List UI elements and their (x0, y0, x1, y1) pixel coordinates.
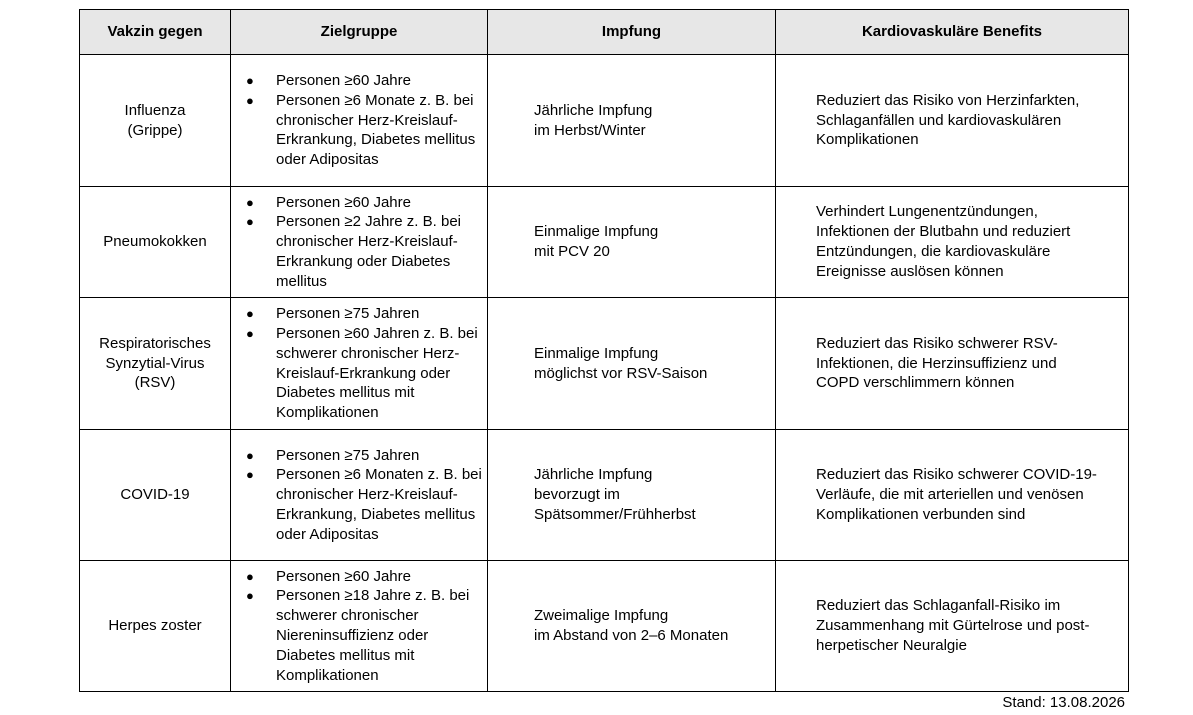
vakzin-cell (80, 430, 231, 561)
zielgruppe-item: ● Personen ≥60 Jahre (241, 71, 485, 91)
header-benefits: Kardiovaskuläre Benefits (776, 10, 1129, 55)
zielgruppe-cell (231, 187, 488, 298)
zielgruppe-list (241, 71, 485, 170)
header-vakzin: Vakzin gegen (80, 10, 231, 55)
zielgruppe-item: ● Personen ≥6 Monaten z. B. bei chronischer Herz-Kreislauf-Erkrankung, Diabetes mellitus oder Adipositas (241, 465, 485, 544)
zielgruppe-item: ● Personen ≥60 Jahre (241, 567, 485, 587)
impfung-cell (488, 430, 776, 561)
benefits-cell (776, 298, 1129, 430)
vakzin-cell (80, 55, 231, 187)
zielgruppe-item: ● Personen ≥60 Jahren z. B. bei schwerer chronischer Herz-Kreislauf-Erkrankung oder Diabetes mellitus mit Komplikationen (241, 324, 485, 423)
zielgruppe-list (241, 193, 485, 292)
table-row (80, 55, 1129, 187)
vakzin-name: COVID-19 (120, 486, 190, 504)
vakzin-name: Herpes zoster (108, 617, 202, 635)
table-row (80, 561, 1129, 692)
zielgruppe-cell (231, 298, 488, 430)
zielgruppe-item: ● Personen ≥6 Monate z. B. bei chronischer Herz-Kreislauf-Erkrankung, Diabetes mellitus oder Adipositas (241, 91, 485, 170)
zielgruppe-item: ● Personen ≥75 Jahren (241, 304, 485, 324)
zielgruppe-item: ● Personen ≥75 Jahren (241, 446, 485, 466)
impfung-text: Jährliche Impfung bevorzugt im Spätsommer/Frühherbst (534, 466, 696, 523)
benefits-text: Reduziert das Risiko von Herzinfarkten, Schlaganfällen und kardiovaskulären Komplikationen (816, 91, 1080, 149)
impfung-text: Einmalige Impfung mit PCV 20 (534, 223, 659, 260)
table-row (80, 298, 1129, 430)
impfung-cell (488, 298, 776, 430)
vakzin-cell (80, 187, 231, 298)
zielgruppe-item: ● Personen ≥60 Jahre (241, 193, 485, 213)
impfung-text: Jährliche Impfung im Herbst/Winter (534, 101, 653, 139)
vakzin-name: Respiratorisches Synzytial-Virus (RSV) (99, 334, 211, 392)
header-impfung: Impfung (488, 10, 776, 55)
impfung-text: Zweimalige Impfung im Abstand von 2–6 Monaten (534, 607, 729, 644)
vakzin-name: Influenza (Grippe) (124, 101, 186, 139)
zielgruppe-cell (231, 561, 488, 692)
benefits-cell (776, 561, 1129, 692)
vakzin-cell (80, 298, 231, 430)
header-row (80, 10, 1129, 55)
benefits-text: Verhindert Lungenentzündungen, Infektionen der Blutbahn und reduziert Entzündungen, die kardiovaskuläre Ereignisse auslösen können (816, 203, 1071, 280)
zielgruppe-item: ● Personen ≥18 Jahre z. B. bei schwerer chronischer Niereninsuffizienz oder Diabetes mellitus mit Komplikationen (241, 586, 485, 685)
impfung-cell (488, 187, 776, 298)
impfung-cell (488, 561, 776, 692)
stand-date: Stand: 13.08.2026 (1002, 694, 1125, 711)
zielgruppe-item: ● Personen ≥2 Jahre z. B. bei chronischer Herz-Kreislauf-Erkrankung oder Diabetes mellitus (241, 212, 485, 291)
zielgruppe-list (241, 446, 485, 545)
header-zielgruppe: Zielgruppe (231, 10, 488, 55)
vakzin-name: Pneumokokken (103, 233, 207, 251)
benefits-text: Reduziert das Risiko schwerer COVID-19-Verläufe, die mit arteriellen und venösen Komplikationen verbunden sind (816, 466, 1097, 523)
zielgruppe-list (241, 567, 485, 686)
impfung-cell (488, 55, 776, 187)
benefits-cell (776, 187, 1129, 298)
table-row (80, 430, 1129, 561)
zielgruppe-cell (231, 430, 488, 561)
impfung-text: Einmalige Impfung möglichst vor RSV-Saison (534, 344, 708, 382)
vakzin-cell (80, 561, 231, 692)
benefits-text: Reduziert das Schlaganfall-Risiko im Zusammenhang mit Gürtelrose und post-herpetischer Neuralgie (816, 597, 1090, 654)
zielgruppe-cell (231, 55, 488, 187)
benefits-cell (776, 55, 1129, 187)
benefits-cell (776, 430, 1129, 561)
vaccine-table (79, 9, 1129, 692)
zielgruppe-list (241, 304, 485, 423)
benefits-text: Reduziert das Risiko schwerer RSV-Infektionen, die Herzinsuffizienz und COPD verschlimmern können (816, 334, 1058, 392)
table-row (80, 187, 1129, 298)
